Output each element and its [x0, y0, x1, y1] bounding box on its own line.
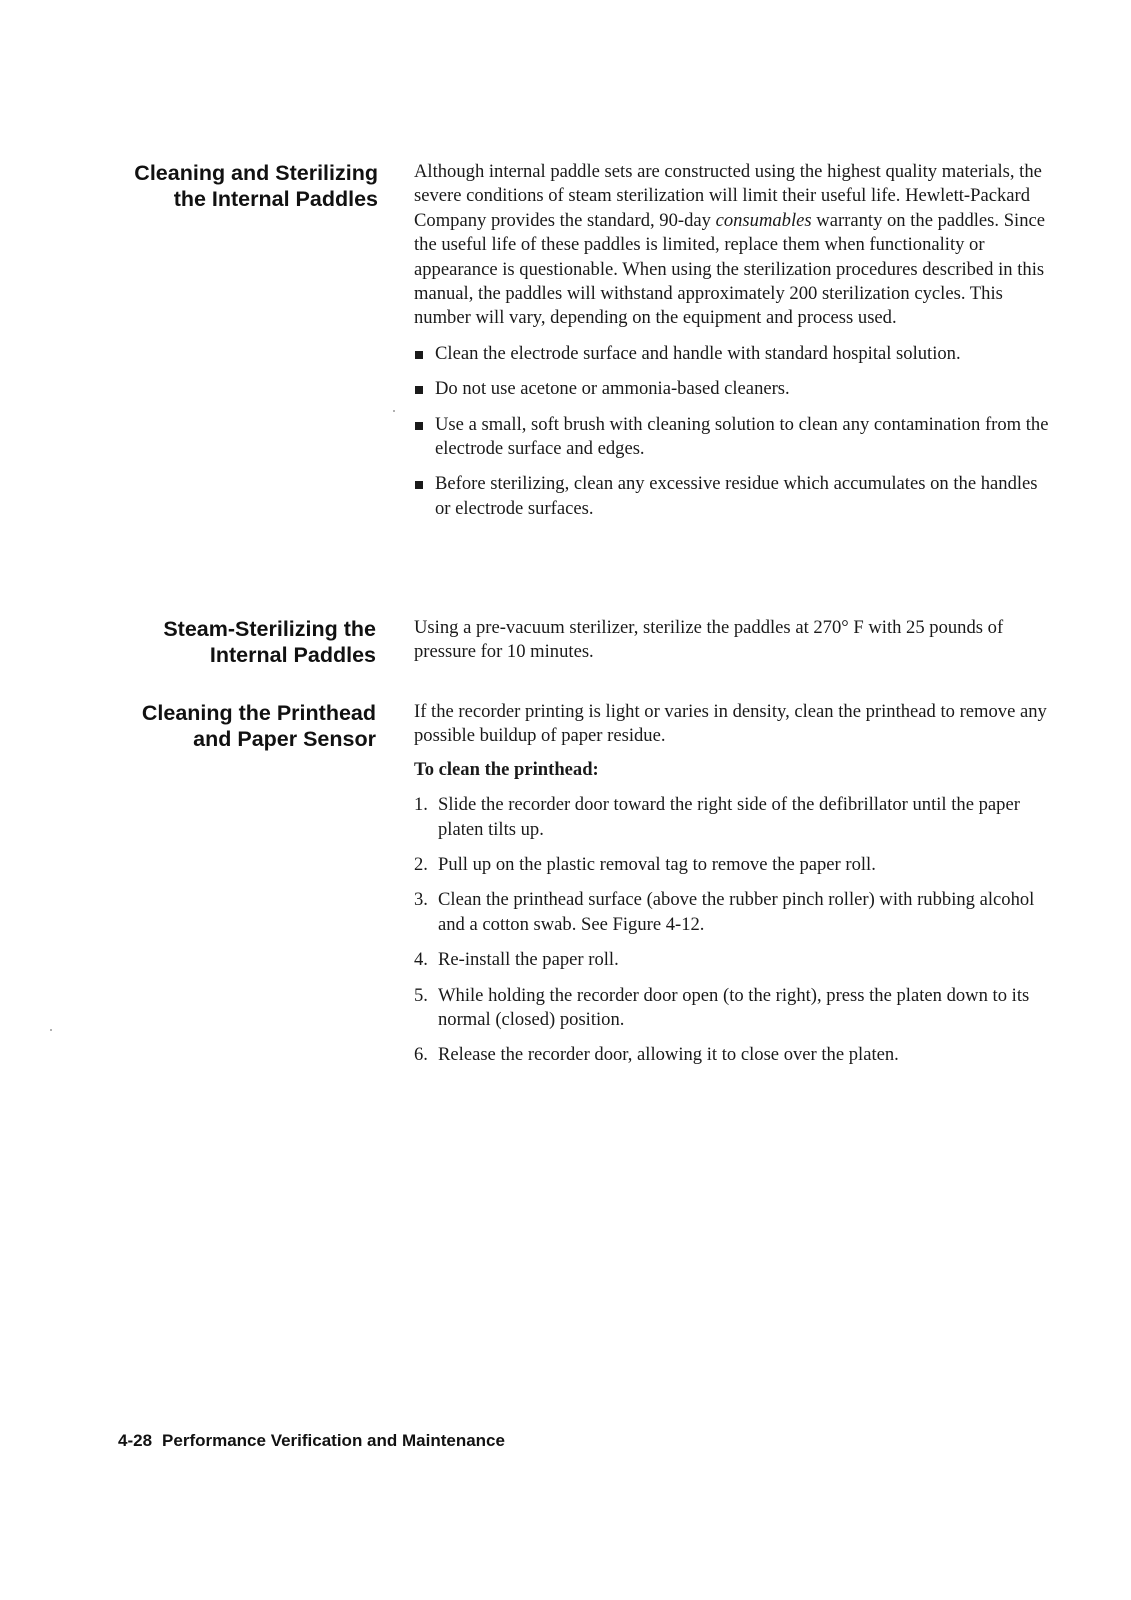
step-text: While holding the recorder door open (to the right), press the platen down to its normal (closed) position.	[438, 984, 1030, 1031]
step-text: Pull up on the plastic removal tag to remove the paper roll.	[438, 854, 876, 876]
section-body	[414, 700, 1054, 1068]
list-item	[414, 342, 1054, 366]
procedure-step	[414, 1043, 1054, 1067]
step-text: Clean the printhead surface (above the rubber pinch roller) with rubbing alcohol and a cotton swab. See Figure 4-12.	[438, 889, 1035, 935]
scan-speck	[50, 1029, 52, 1031]
step-text: Re-install the paper roll.	[438, 949, 619, 971]
list-item-text: Do not use acetone or ammonia-based cleaners.	[435, 378, 790, 400]
heading-line: the Internal Paddles	[173, 187, 378, 211]
procedure-step	[414, 948, 1054, 972]
page-number: 4-28	[118, 1431, 153, 1450]
section-heading	[78, 160, 378, 212]
step-text: Release the recorder door, allowing it to close over the platen.	[438, 1044, 899, 1066]
chapter-title: Performance Verification and Maintenance	[162, 1431, 505, 1450]
square-bullet-icon	[415, 351, 423, 359]
bullet-list	[414, 342, 1054, 521]
square-bullet-icon	[415, 386, 423, 394]
heading-line: Cleaning and Sterilizing	[134, 161, 378, 185]
list-item-text: Use a small, soft brush with cleaning solution to clean any contamination from the electrode surface and edges.	[435, 413, 1049, 460]
section-body	[414, 616, 1054, 665]
step-number: 2.	[414, 854, 428, 876]
procedure-subhead: To clean the printhead:	[414, 758, 599, 780]
body-paragraph: Using a pre-vacuum sterilizer, sterilize the paddles at 270° F with 25 pounds of pressure for 10 minutes.	[414, 617, 1004, 663]
section-heading	[76, 616, 376, 668]
section-heading	[76, 700, 376, 752]
list-item	[414, 413, 1054, 462]
body-paragraph	[414, 160, 1054, 331]
heading-line: Internal Paddles	[209, 643, 376, 667]
heading-line: Steam-Sterilizing the	[163, 617, 376, 641]
body-paragraph: If the recorder printing is light or varies in density, clean the printhead to remove any possible buildup of paper residue.	[414, 701, 1047, 747]
step-text: Slide the recorder door toward the right side of the defibrillator until the paper platen tilts up.	[438, 794, 1020, 840]
section-body	[414, 160, 1054, 521]
procedure-step	[414, 984, 1054, 1033]
page-footer	[118, 1431, 505, 1451]
procedure-steps	[414, 793, 1054, 1068]
step-number: 6.	[414, 1044, 428, 1066]
heading-line: Cleaning the Printhead	[141, 701, 376, 725]
list-item-text: Before sterilizing, clean any excessive residue which accumulates on the handles or electrode surfaces.	[435, 473, 1038, 519]
scan-speck	[393, 410, 395, 412]
procedure-step	[414, 793, 1054, 842]
step-number: 3.	[414, 889, 428, 911]
square-bullet-icon	[415, 481, 423, 489]
italic-term: consumables	[715, 209, 812, 231]
paragraph-text: Although internal paddle sets are constructed using the highest quality materials, the severe conditions of steam sterilization will limit their useful life. Hewlett-Packard Company provides the standard, 90-day	[414, 161, 1042, 231]
procedure-step	[414, 888, 1054, 937]
heading-line: and Paper Sensor	[193, 727, 376, 751]
list-item	[414, 377, 1054, 401]
step-number: 5.	[414, 984, 428, 1006]
square-bullet-icon	[415, 422, 423, 430]
paragraph-text: warranty on the paddles. Since the useful life of these paddles is limited, replace them when functionality or appearance is questionable. When using the sterilization procedures described in this manual, the paddles will withstand approximately 200 sterilization cycles. This number will vary, depending on the equipment and process used.	[414, 209, 1046, 329]
step-number: 1.	[414, 794, 428, 816]
list-item	[414, 472, 1054, 521]
procedure-step	[414, 853, 1054, 877]
step-number: 4.	[414, 949, 428, 971]
list-item-text: Clean the electrode surface and handle with standard hospital solution.	[435, 342, 961, 364]
